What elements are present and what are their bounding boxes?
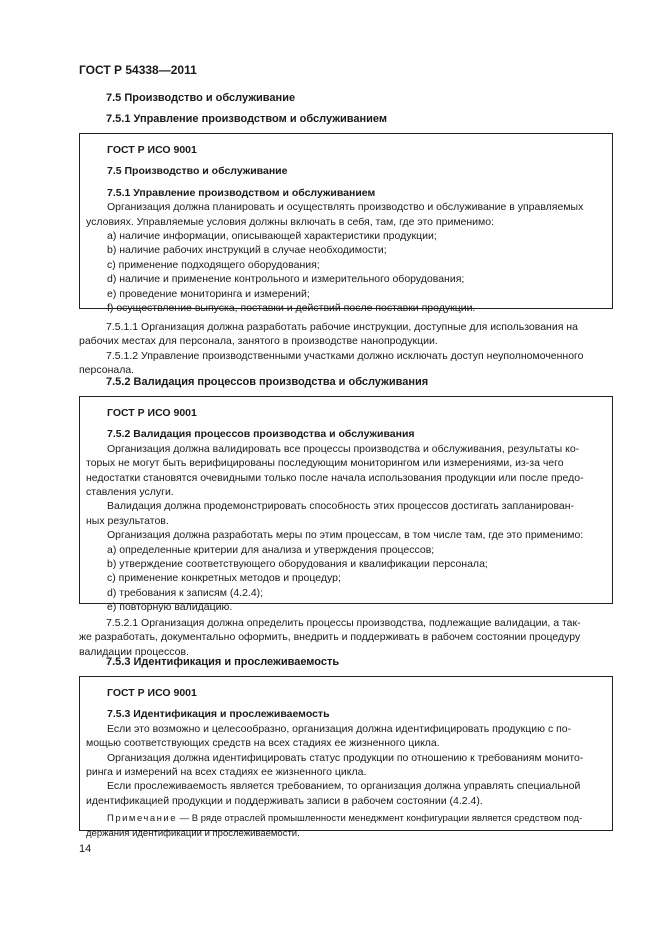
list-item: a) наличие информации, описывающей характеристики продукции; bbox=[107, 230, 437, 243]
text-line: рабочих местах для персонала, занятого в производстве нанопродукции. bbox=[79, 335, 438, 348]
text-line: 7.5.2.1 Организация должна определить процессы производства, подлежащие валидации, а так- bbox=[106, 617, 581, 629]
section-heading-7-5-3: 7.5.3 Идентификация и прослеживаемость bbox=[106, 656, 340, 668]
box-subheading: 7.5.1 Управление производством и обслуживанием bbox=[107, 186, 376, 199]
box-text-line: ринга и измерений на всех стадиях ее жизненного цикла. bbox=[86, 766, 367, 779]
box-standard-label: ГОСТ Р ИСО 9001 bbox=[107, 687, 197, 699]
list-item: e) повторную валидацию. bbox=[107, 601, 233, 614]
iso-quote-box-7-5-3 bbox=[79, 676, 613, 839]
box-heading: 7.5 Производство и обслуживание bbox=[107, 165, 288, 178]
page-number: 14 bbox=[79, 843, 92, 855]
box-text-line: Организация должна валидировать все процессы производства и обслуживания, результаты ко- bbox=[107, 442, 580, 455]
box-text-line: условиях. Управляемые условия должны включать в себя, там, где это применимо: bbox=[86, 215, 495, 228]
text-line: валидации процессов. bbox=[79, 645, 189, 658]
list-item: e) проведение мониторинга и измерений; bbox=[107, 287, 310, 300]
box-text-line: Если это возможно и целесообразно, организация должна идентифицировать продукцию с по- bbox=[107, 722, 572, 735]
text-line: же разработать, документально оформить, внедрить и поддерживать в рабочем состоянии процедуру bbox=[79, 631, 581, 644]
box-text-line: Организация должна идентифицировать статус продукции по отношению к требованиям монито- bbox=[107, 751, 584, 764]
paragraph-7-5-2-1 bbox=[79, 616, 613, 659]
list-item: b) утверждение соответствующего оборудования и квалификации персонала; bbox=[107, 558, 488, 571]
text-line: 7.5.1.2 Управление производственными участками должно исключать доступ неуполномоченного bbox=[106, 349, 584, 362]
note-label: Примечание bbox=[107, 813, 177, 825]
text-line: персонала. bbox=[79, 364, 135, 377]
note-text: — В ряде отраслей промышленности менеджмент конфигурации является средством под- bbox=[177, 813, 583, 825]
box-standard-label: ГОСТ Р ИСО 9001 bbox=[107, 144, 197, 156]
note-line: держания идентификации и прослеживаемости. bbox=[86, 827, 300, 839]
box-text-line: ставления услуги. bbox=[86, 486, 174, 499]
box-standard-label: ГОСТ Р ИСО 9001 bbox=[107, 407, 197, 419]
note-line bbox=[80, 812, 612, 826]
list-item: c) применение подходящего оборудования; bbox=[107, 258, 320, 271]
box-heading: 7.5.2 Валидация процессов производства и обслуживания bbox=[107, 428, 415, 441]
box-heading: 7.5.3 Идентификация и прослеживаемость bbox=[107, 708, 330, 721]
box-text-line: Валидация должна продемонстрировать способность этих процессов достигать запланирован- bbox=[107, 500, 575, 513]
document-header: ГОСТ Р 54338—2011 bbox=[79, 63, 197, 77]
section-heading-7-5: 7.5 Производство и обслуживание bbox=[106, 92, 296, 104]
box-text-line: Организация должна разработать меры по этим процессам, в том числе там, где это применимо: bbox=[107, 529, 584, 542]
box-text-line: Организация должна планировать и осуществлять производство и обслуживание в управляемых bbox=[107, 201, 584, 214]
box-text-line: Если прослеживаемость является требованием, то организация должна управлять специальной bbox=[107, 780, 581, 793]
list-item: f) осуществление выпуска, поставки и действий после поставки продукции. bbox=[107, 302, 476, 315]
box-text-line: мощью соответствующих средств на всех стадиях ее жизненного цикла. bbox=[86, 737, 440, 750]
section-heading-7-5-2: 7.5.2 Валидация процессов производства и обслуживания bbox=[106, 376, 429, 388]
text-line: 7.5.1.1 Организация должна разработать рабочие инструкции, доступные для использования на bbox=[106, 321, 578, 333]
list-item: d) наличие и применение контрольного и измерительного оборудования; bbox=[107, 273, 465, 286]
box-text-line: недостатки становятся очевидными только после начала использования продукции или после предо- bbox=[86, 471, 584, 484]
section-heading-7-5-1: 7.5.1 Управление производством и обслуживанием bbox=[106, 113, 388, 125]
list-item: c) применение конкретных методов и процедур; bbox=[107, 572, 341, 585]
iso-quote-box-7-5-2 bbox=[79, 396, 613, 614]
list-item: a) определенные критерии для анализа и утверждения процессов; bbox=[107, 543, 435, 556]
paragraph-7-5-1-1 bbox=[79, 320, 613, 378]
iso-quote-box-7-5-1 bbox=[79, 133, 613, 315]
box-text-line: торых не могут быть верифицированы последующим мониторингом или измерениями, из-за чего bbox=[86, 457, 564, 470]
box-text-line: идентификацией продукции и поддерживать записи в рабочем состоянии (4.2.4). bbox=[86, 794, 483, 807]
list-item: d) требования к записям (4.2.4); bbox=[107, 586, 264, 599]
box-text-line: ных результатов. bbox=[86, 514, 169, 527]
list-item: b) наличие рабочих инструкций в случае необходимости; bbox=[107, 244, 387, 257]
